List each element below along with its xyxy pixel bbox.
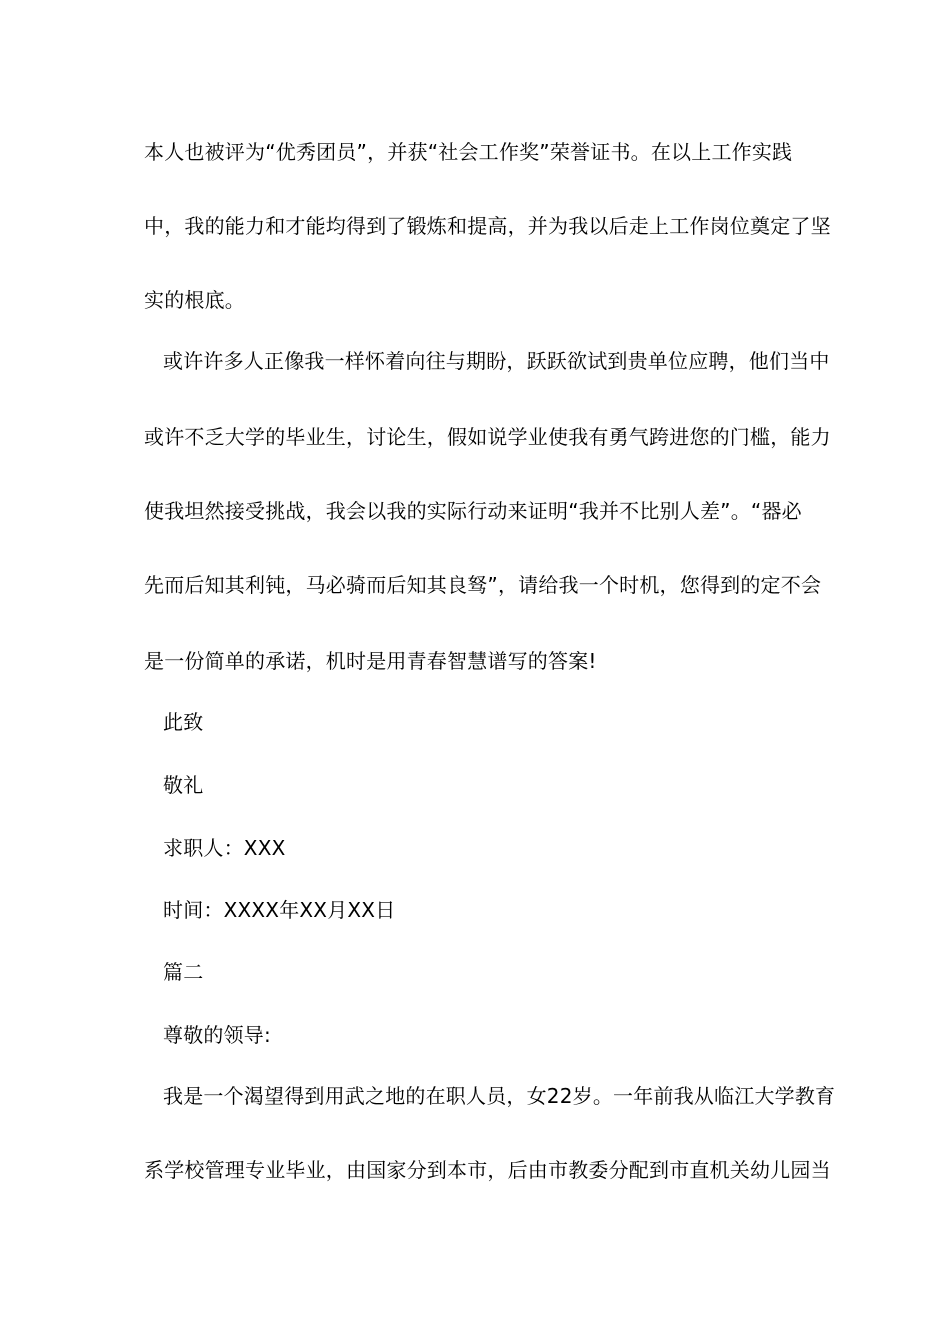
section-heading: 篇二 (163, 960, 204, 984)
paragraph-line: 使我坦然接受挑战，我会以我的实际行动来证明“我并不比别人差”。“器必 (144, 499, 802, 523)
paragraph-line: 我是一个渴望得到用武之地的在职人员，女22岁。一年前我从临江大学教育 (163, 1084, 836, 1108)
paragraph-line: 系学校管理专业毕业，由国家分到本市，后由市教委分配到市直机关幼儿园当 (144, 1158, 831, 1182)
letter-salutation: 尊敬的领导: (163, 1023, 271, 1047)
paragraph-line: 先而后知其利钝，马必骑而后知其良驽”，请给我一个时机，您得到的定不会 (144, 573, 822, 597)
applicant-signature: 求职人：XXX (163, 836, 286, 860)
paragraph-line: 中，我的能力和才能均得到了锻炼和提高，并为我以后走上工作岗位奠定了坚 (144, 214, 831, 238)
paragraph-line: 本人也被评为“优秀团员”，并获“社会工作奖”荣誉证书。在以上工作实践 (144, 140, 793, 164)
closing-regards: 敬礼 (163, 773, 204, 797)
paragraph-line: 是一份简单的承诺，机时是用青春智慧谱写的答案! (144, 649, 597, 673)
closing-salutation: 此致 (163, 710, 204, 734)
paragraph-line: 实的根底。 (144, 288, 245, 312)
paragraph-line: 或许不乏大学的毕业生，讨论生，假如说学业使我有勇气跨进您的门槛，能力 (144, 425, 831, 449)
paragraph-line: 或许许多人正像我一样怀着向往与期盼，跃跃欲试到贵单位应聘，他们当中 (163, 349, 830, 373)
date-line: 时间：XXXX年XX月XX日 (163, 898, 396, 922)
